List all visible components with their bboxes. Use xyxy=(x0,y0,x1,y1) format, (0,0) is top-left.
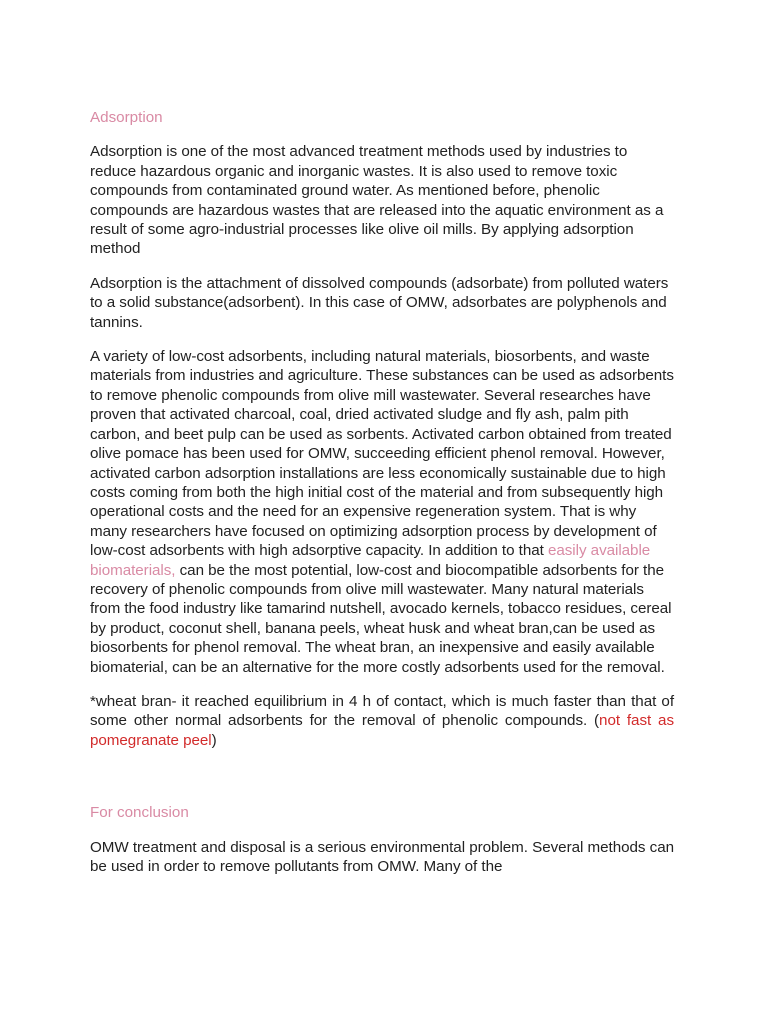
section-heading-adsorption: Adsorption xyxy=(90,109,163,126)
paragraph-text: ) xyxy=(211,731,217,749)
paragraph-conclusion: OMW treatment and disposal is a serious environmental problem. Several methods can be used in order to remove pollutants from OMW. Many of the xyxy=(90,838,674,875)
paragraph-adsorption-intro: Adsorption is one of the most advanced treatment methods used by industries to reduce hazardous organic and inorganic wastes. It is also used to remove toxic compounds from contaminated ground water. As mentioned before, phenolic compounds are hazardous wastes that are released into the aquatic environment as a result of some agro-industrial processes like olive oil mills. By applying adsorption method xyxy=(90,143,664,258)
paragraph-wheat-bran-note xyxy=(90,692,674,750)
paragraph-text: can be the most potential, low-cost and biocompatible adsorbents for the recovery of phenolic compounds from olive mill wastewater. Many natural materials from the food industry like tamarind nutshell, avocado kernels, tobacco residues, cereal by product, coconut shell, banana peels, wheat husk and wheat bran,can be used as biosorbents for phenol removal. The wheat bran, an inexpensive and easily available biomaterial, can be an alternative for the more costly adsorbents used for the removal. xyxy=(90,561,672,676)
red-annotation: not fast as pomegranate peel xyxy=(90,712,674,749)
blank-space xyxy=(90,765,674,803)
paragraph-low-cost-adsorbents xyxy=(90,347,674,677)
paragraph-text: A variety of low-cost adsorbents, including natural materials, biosorbents, and waste materials from industries and agriculture. These substances can be used as adsorbents to remove phenolic compounds from olive mill wastewater. Several researches have proven that activated charcoal, coal, dried activated sludge and fly ash, palm pith carbon, and beet pulp can be used as sorbents. Activated carbon obtained from treated olive pomace has been used for OMW, succeeding efficient phenol removal. However, activated carbon adsorption installations are less economically sustainable due to high costs coming from both the high initial cost of the material and from subsequently high operational costs and the need for an expensive regeneration system. That is why many researchers have focused on optimizing adsorption process by development of low-cost adsorbents with high adsorptive capacity. In addition to that xyxy=(90,348,674,560)
section-heading-conclusion: For conclusion xyxy=(90,804,189,822)
paragraph-adsorption-definition: Adsorption is the attachment of dissolved compounds (adsorbate) from polluted waters to a solid substance(adsorbent). In this case of OMW, adsorbates are polyphenols and tannins. xyxy=(90,274,669,331)
paragraph-text: *wheat bran- it reached equilibrium in 4 h of contact, which is much faster than that of some other normal adsorbents for the removal of phenolic compounds. ( xyxy=(90,692,674,730)
highlighted-phrase: easily available biomaterials, xyxy=(90,542,651,579)
document-page xyxy=(90,108,674,891)
